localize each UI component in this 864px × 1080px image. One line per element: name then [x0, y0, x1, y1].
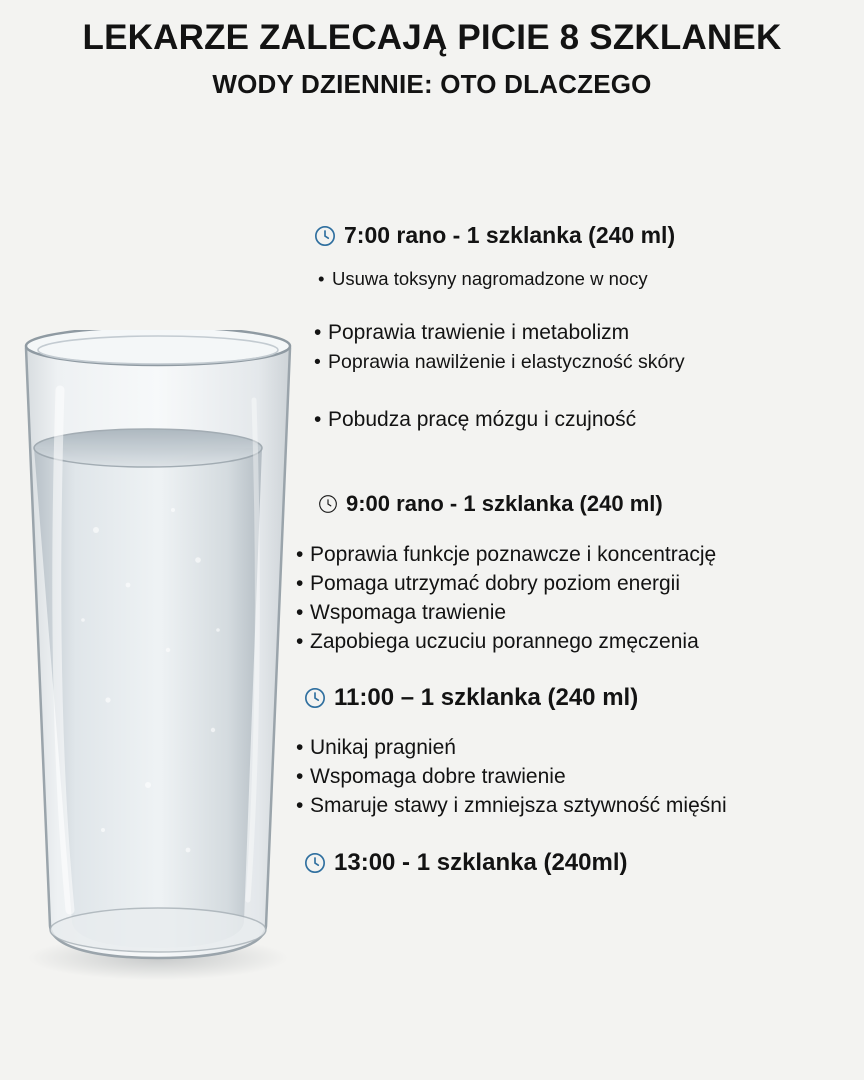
benefits-list-2: [296, 541, 856, 656]
schedule-heading-3-text: 11:00 – 1 szklanka (240 ml): [334, 683, 639, 711]
schedule-heading-2: [318, 491, 856, 517]
page-title: [0, 18, 864, 100]
clock-icon: [318, 494, 338, 514]
glass-of-water-image: [8, 330, 308, 990]
schedule-item-1: [296, 222, 856, 435]
list-item: • Wspomaga dobre trawienie: [296, 763, 856, 791]
schedule-heading-4: [304, 849, 856, 877]
schedule-heading-2-text: 9:00 rano - 1 szklanka (240 ml): [346, 491, 663, 516]
schedule-item-3: [296, 684, 856, 821]
schedule-heading-1: [314, 222, 856, 249]
list-item: • Zapobiega uczuciu porannego zmęczenia: [296, 628, 856, 656]
schedule-item-4: [296, 849, 856, 877]
title-line-1: LEKARZE ZALECAJĄ PICIE 8 SZKLANEK: [82, 18, 782, 57]
clock-icon: [314, 225, 336, 247]
benefits-list-3: [296, 734, 856, 821]
glass-icon: [8, 330, 308, 990]
schedule-heading-1-text: 7:00 rano - 1 szklanka (240 ml): [344, 222, 676, 248]
schedule-list: [296, 222, 856, 881]
list-item: • Usuwa toksyny nagromadzone w nocy: [318, 265, 856, 293]
list-item: • Smaruje stawy i zmniejsza sztywność mięśni: [296, 792, 856, 820]
schedule-item-2: [296, 491, 856, 656]
clock-icon: [304, 852, 326, 874]
list-item: • Unikaj pragnień: [296, 734, 856, 762]
schedule-heading-4-text: 13:00 - 1 szklanka (240ml): [334, 848, 628, 876]
list-item: • Wspomaga trawienie: [296, 599, 856, 627]
list-item: • Pobudza pracę mózgu i czujność: [314, 404, 856, 436]
clock-icon: [304, 687, 326, 709]
title-line-2: WODY DZIENNIE: OTO DLACZEGO: [212, 69, 652, 100]
list-item: • Poprawia nawilżenie i elastyczność skóry: [314, 348, 856, 377]
list-item: • Pomaga utrzymać dobry poziom energii: [296, 570, 856, 598]
list-item: • Poprawia trawienie i metabolizm: [314, 317, 856, 349]
benefits-list-1: [296, 265, 856, 435]
schedule-heading-3: [304, 684, 856, 712]
list-item: • Poprawia funkcje poznawcze i koncentrację: [296, 541, 856, 569]
